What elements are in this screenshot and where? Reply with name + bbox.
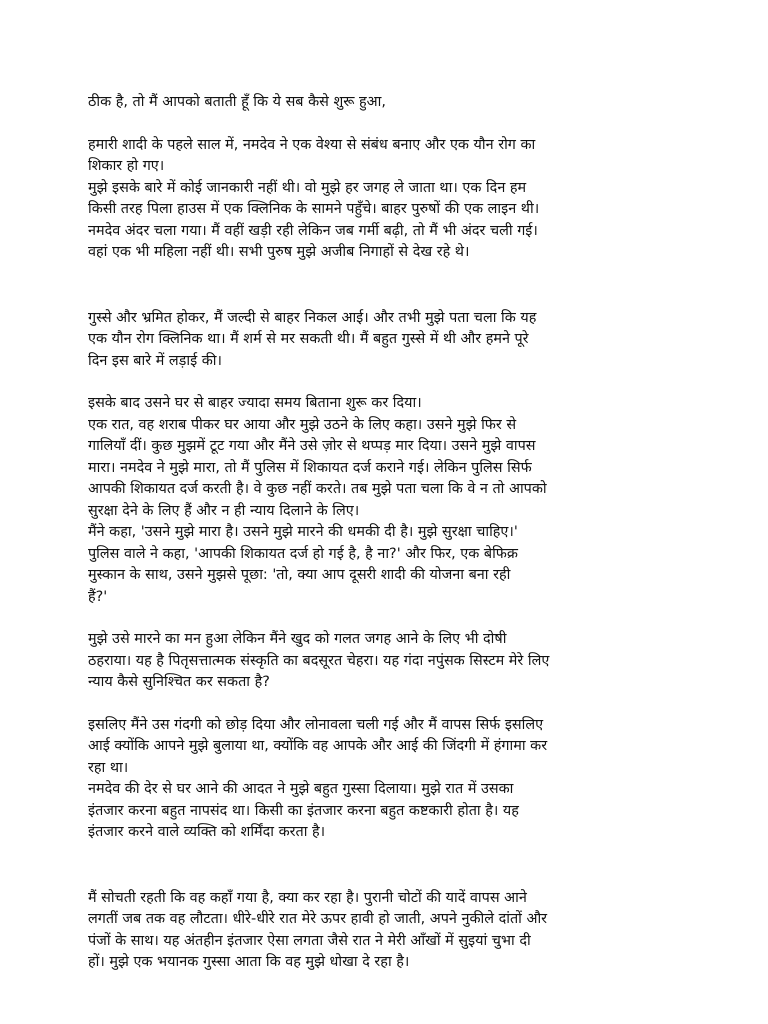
paragraph-blame: मुझे उसे मारने का मन हुआ लेकिन मैंने खुद को गलत जगह आने के लिए भी दोषी ठहराया। यह है पितृसत्तात्मक संस्कृति का बदसूरत चेहरा। यह गंदा नपुंसक सिस्टम मेरे लिए न्याय कैसे सुनिश्चित कर सकता है? [88, 631, 550, 690]
paragraph-waiting: नमदेव की देर से घर आने की आदत ने मुझे बहुत गुस्सा दिलाया। मुझे रात में उसका इंतजार करना बहुत नापसंद था। किसी का इंतजार करना बहुत कष्टकारी होता है। यह इंतजार करने वाले व्यक्ति को शर्मिंदा करता है। [88, 781, 519, 840]
paragraph-one-night: एक रात, वह शराब पीकर घर आया और मुझे उठने के लिए कहा। उसने मुझे फिर से गालियाँ दीं। कुछ मुझमें टूट गया और मैंने उसे ज़ोर से थप्पड़ मार दिया। उसने मुझे वापस मारा। नमदेव ने मुझे मारा, तो मैं पुलिस में शिकायत दर्ज कराने गई। लेकिन पुलिस सिर्फ आपकी शिकायत दर्ज करती है। वे कुछ नहीं करते। तब मुझे पता चला कि वे न तो आपको सुरक्षा देने के लिए हैं और न ही न्याय दिलाने के लिए। [88, 416, 547, 519]
document-page [88, 92, 688, 974]
paragraph-lonavala: इसलिए मैंने उस गंदगी को छोड़ दिया और लोनावला चली गई और मैं वापस सिर्फ इसलिए आई क्योंकि आपने मुझे बुलाया था, क्योंकि वह आपके और आई की जिंदगी में हंगामा कर रहा था। [88, 716, 548, 776]
paragraph-night-thoughts: मैं सोचती रहती कि वह कहाँ गया है, क्या कर रहा है। पुरानी चोटों की यादें वापस आने लगतीं जब तक वह लौटता। धीरे-धीरे रात मेरे ऊपर हावी हो जाती, अपने नुकीले दांतों और पंजों के साथ। यह अंतहीन इंतजार ऐसा लगता जैसे रात ने मेरी आँखों में सुइयां चुभा दी हों। मुझे एक भयानक गुस्सा आता कि वह मुझे धोखा दे रहा है। [88, 889, 548, 970]
paragraph-first-year: हमारी शादी के पहले साल में, नमदेव ने एक वेश्या से संबंध बनाए और एक यौन रोग का शिकार हो गए। [88, 136, 536, 174]
paragraph-anger-confusion: गुस्से और भ्रमित होकर, मैं जल्दी से बाहर निकल आई। और तभी मुझे पता चला कि यह एक यौन रोग क्लिनिक था। मैं शर्म से मर सकती थी। मैं बहुत गुस्से में थी और हमने पूरे दिन इस बारे में लड़ाई की। [88, 309, 537, 369]
paragraph-time-away: इसके बाद उसने घर से बाहर ज्यादा समय बिताना शुरू कर दिया। [88, 395, 422, 411]
paragraph-clinic-visit: मुझे इसके बारे में कोई जानकारी नहीं थी। वो मुझे हर जगह ले जाता था। एक दिन हम किसी तरह पिला हाउस में एक क्लिनिक के सामने पहुँचे। बाहर पुरुषों की एक लाइन थी। नमदेव अंदर चला गया। मैं वहीं खड़ी रही लेकिन जब गर्मी बढ़ी, तो मैं भी अंदर चली गई। वहां एक भी महिला नहीं थी। सभी पुरुष मुझे अजीब निगाहों से देख रहे थे। [88, 179, 540, 260]
paragraph-police-dialogue: मैंने कहा, 'उसने मुझे मारा है। उसने मुझे मारने की धमकी दी है। मुझे सुरक्षा चाहिए।' पुलिस वाले ने कहा, 'आपकी शिकायत दर्ज हो गई है, है ना?' और फिर, एक बेफिक्र मुस्कान के साथ, उसने मुझसे पूछा: 'तो, क्या आप दूसरी शादी की योजना बना रही हैं?' [88, 524, 518, 605]
paragraph-intro: ठीक है, तो मैं आपको बताती हूँ कि ये सब कैसे शुरू हुआ, [88, 94, 386, 110]
